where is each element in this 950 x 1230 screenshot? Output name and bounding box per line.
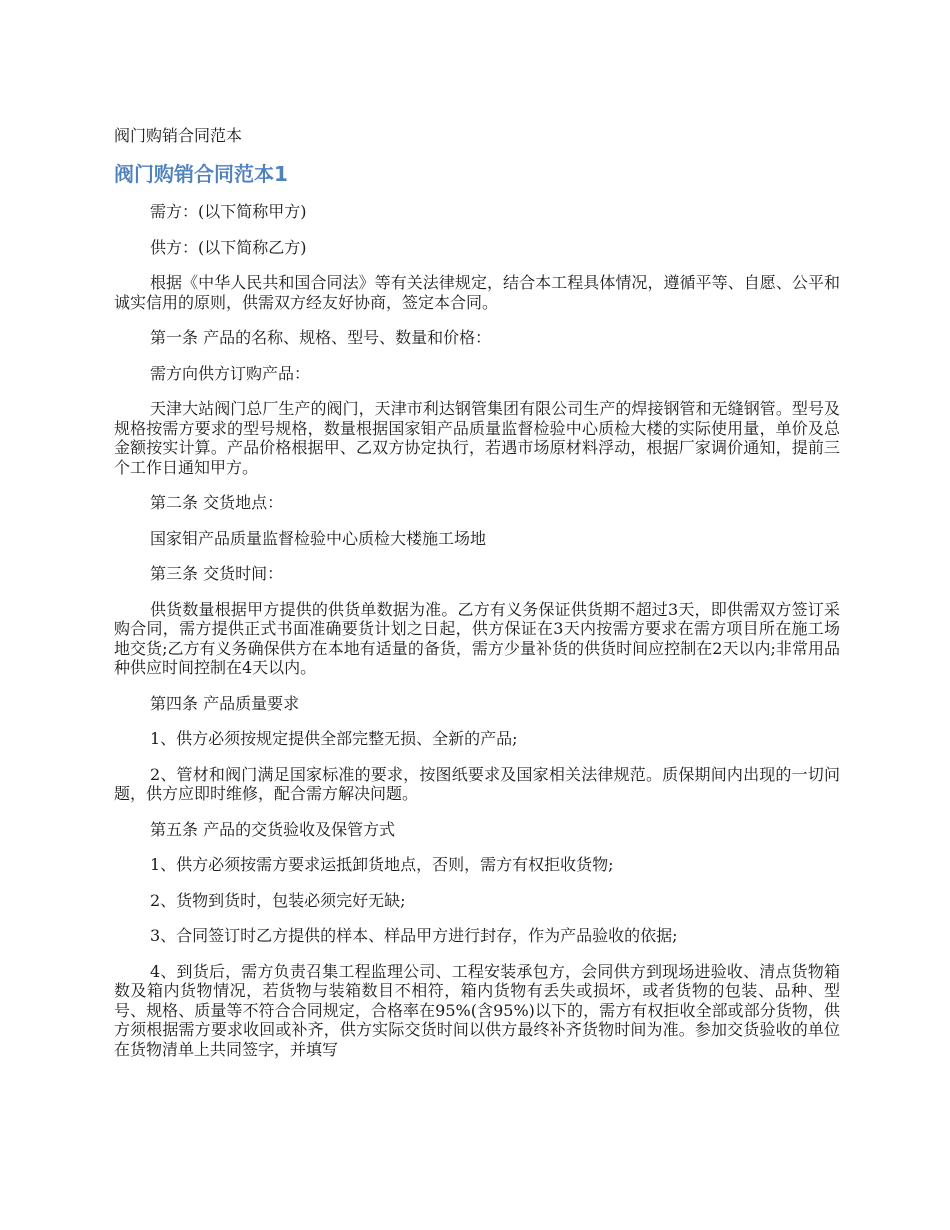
- paragraph: 需方：(以下简称甲方): [150, 202, 307, 221]
- paragraph: 天津大站阀门总厂生产的阀门，天津市利达钢管集团有限公司生产的焊接钢管和无缝钢管。型号及规格按需方要求的型号规格，数量根据国家钼产品质量监督检验中心质检大楼的实际使用量，单价及总金额按实计算。产品价格根据甲、乙双方协定执行，若遇市场原材料浮动，根据厂家调价通知，提前三个工作日通知甲方。: [114, 399, 840, 477]
- paragraph: 4、到货后，需方负责召集工程监理公司、工程安装承包方，会同供方到现场进验收、清点货物箱数及箱内货物情况，若货物与装箱数目不相符，箱内货物有丢失或损坏，或者货物的包装、品种、型号、规格、质量等不符合合同规定，合格率在95%(含95%)以下的，需方有权拒收全部或部分货物，供方须根据需方要求收回或补齐，供方实际交货时间以供方最终补齐货物时间为准。参加交货验收的单位在货物清单上共同签字，并填写: [114, 961, 840, 1059]
- paragraph: 国家钼产品质量监督检验中心质检大楼施工场地: [150, 528, 487, 548]
- paragraph: 3、合同签订时乙方提供的样本、样品甲方进行封存，作为产品验收的依据;: [150, 926, 678, 945]
- paragraph: 1、供方必须按需方要求运抵卸货地点，否则，需方有权拒收货物;: [150, 855, 614, 874]
- paragraph: 第一条 产品的名称、规格、型号、数量和价格：: [150, 328, 492, 347]
- paragraph: 第五条 产品的交货验收及保管方式: [150, 819, 396, 839]
- paragraph: 第三条 交货时间：: [150, 564, 284, 583]
- paragraph: 供货数量根据甲方提供的供货单数据为准。乙方有义务保证供货期不超过3天，即供需双方签订采购合同，需方提供正式书面准确要货计划之日起，供方保证在3天内按需方要求在需方项目所在施工场地交货;乙方有义务确保供方在本地有适量的备货，需方少量补货的供货时间应控制在2天以内;非常用品种供应时间控制在4天以内。: [114, 599, 840, 677]
- section-heading: 阀门购销合同范本1: [114, 162, 288, 186]
- paragraph: 供方：(以下简称乙方): [150, 237, 307, 257]
- paragraph: 1、供方必须按规定提供全部完整无损、全新的产品;: [150, 729, 518, 748]
- document-page: [114, 122, 840, 1075]
- paragraph: 根据《中华人民共和国合同法》等有关法律规定，结合本工程具体情况，遵循平等、自愿、公平和诚实信用的原则，供需双方经友好协商，签定本合同。: [114, 273, 840, 312]
- paragraph: 需方向供方订购产品：: [150, 363, 311, 383]
- paragraph: 2、管材和阀门满足国家标准的要求，按图纸要求及国家相关法律规范。质保期间内出现的一切问题，供方应即时维修，配合需方解决问题。: [114, 764, 840, 803]
- paragraph: 第四条 产品质量要求: [150, 693, 300, 713]
- document-title: 阀门购销合同范本: [114, 126, 243, 145]
- paragraph: 第二条 交货地点：: [150, 493, 284, 512]
- paragraph: 2、货物到货时，包装必须完好无缺;: [150, 890, 406, 910]
